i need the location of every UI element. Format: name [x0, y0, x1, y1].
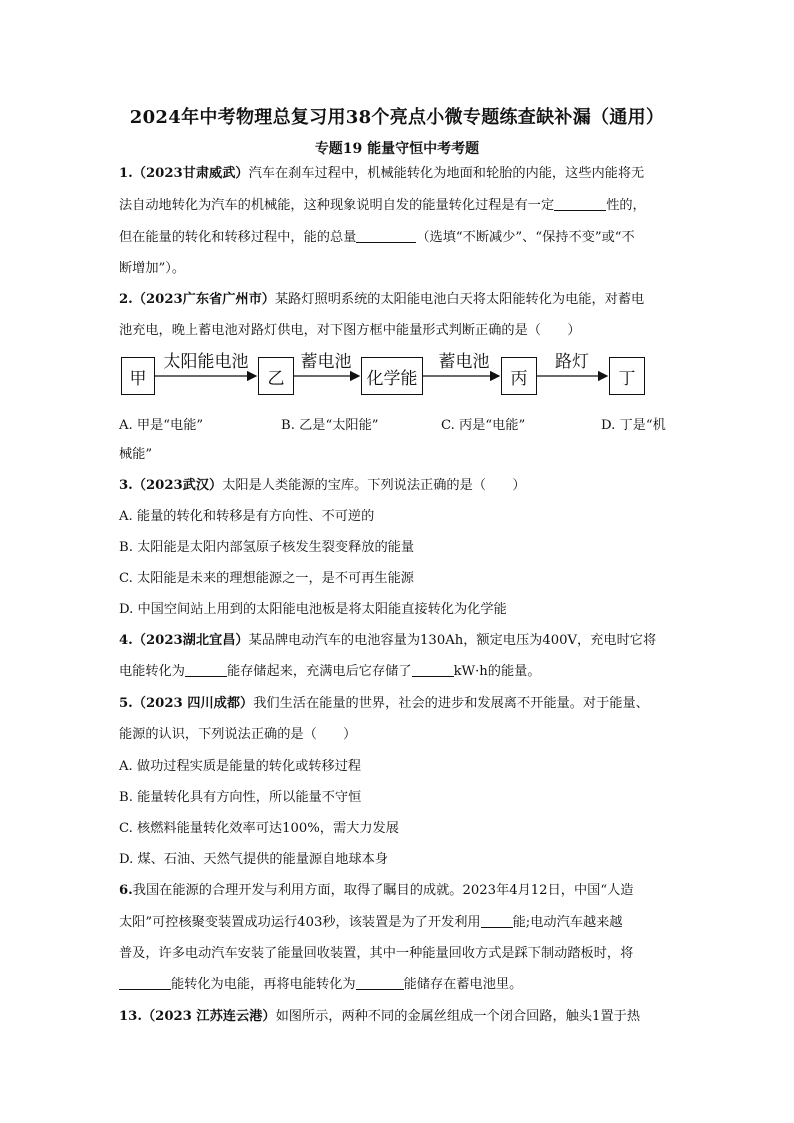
- q6-text-2b: 能;电动汽车越来越: [512, 915, 623, 930]
- q6-line-4: [119, 975, 679, 995]
- q5-option-d: D. 煤、石油、天然气提供的能量源自地球本身: [119, 852, 389, 867]
- q4-blank-2: [412, 662, 454, 677]
- q4-blank-1: [185, 662, 227, 677]
- flow-node-ding: 丁: [609, 357, 645, 395]
- q2-option-d-wrap: 械能”: [119, 447, 153, 462]
- q6-text-4b: 能储存在蓄电池里。: [403, 977, 523, 992]
- q1-text-4: 断增加”）。: [119, 261, 186, 276]
- q1-text-1: 汽车在刹车过程中，机械能转化为地面和轮胎的内能，这些内能将无: [248, 166, 645, 181]
- q1-blank-2: [356, 228, 416, 243]
- flow-node-chemical: 化学能: [361, 357, 423, 395]
- q6-text-2a: 太阳”可控核聚变装置成功运行403秒，该装置是为了开发利用: [119, 915, 481, 930]
- flow-label-battery-1: 蓄电池: [300, 352, 352, 372]
- flow-node-yi: 乙: [258, 357, 294, 395]
- q6-blank-3: [356, 975, 404, 990]
- q6-blank-2: [119, 975, 171, 990]
- q2-option-a: A. 甲是“电能”: [119, 418, 204, 433]
- q6-line-3: 普及，许多电动汽车安装了能量回收装置，其中一种能量回收方式是踩下制动踏板时，将: [119, 946, 634, 961]
- q3-text-1: 太阳是人类能源的宝库。下列说法正确的是（ ）: [222, 478, 526, 493]
- q3-source: （2023武汉）: [132, 478, 223, 493]
- q1-text-3a: 但在能量的转化和转移过程中，能的总量: [119, 230, 357, 245]
- flow-label-battery-2: 蓄电池: [438, 352, 490, 372]
- q2-line-1: [119, 290, 679, 310]
- q2-number: 2.: [119, 292, 133, 307]
- q1-blank-1: [554, 196, 606, 211]
- q4-line-2: [119, 662, 679, 682]
- q1-text-2a: 法自动地转化为汽车的机械能，这种现象说明自发的能量转化过程是有一定: [119, 198, 555, 213]
- q5-option-b: B. 能量转化具有方向性，所以能量不守恒: [119, 790, 362, 805]
- q6-text-4a: 能转化为电能，再将电能转化为: [171, 977, 356, 992]
- q1-line-1: [119, 164, 679, 184]
- q3-option-d: D. 中国空间站上用到的太阳能电池板是将太阳能直接转化为化学能: [119, 602, 507, 617]
- q4-text-2b: 能存储起来，充满电后它存储了: [226, 664, 412, 679]
- q3-option-b: B. 太阳能是太阳内部氢原子核发生裂变释放的能量: [119, 540, 415, 555]
- q4-text-1: 某品牌电动汽车的电池容量为130Ah，额定电压为400V，充电时它将: [248, 633, 657, 648]
- document-title: 2024年中考物理总复习用38个亮点小微专题练查缺补漏（通用）: [129, 107, 665, 128]
- q13-line-1: [119, 1007, 679, 1027]
- q6-blank-1: [481, 913, 513, 928]
- q2-option-c: C. 丙是“电能”: [441, 418, 526, 433]
- flow-label-streetlight: 路灯: [555, 352, 589, 372]
- q5-number: 5.: [119, 696, 133, 711]
- document-subtitle: 专题19 能量守恒中考考题: [314, 141, 480, 157]
- q3-number: 3.: [119, 478, 133, 493]
- q2-options: [119, 414, 679, 436]
- q4-number: 4.: [119, 633, 133, 648]
- flow-label-solar-cell: 太阳能电池: [163, 352, 249, 372]
- q5-source: （2023 四川成都）: [132, 696, 254, 711]
- q6-line-2: [119, 913, 679, 933]
- q5-option-c: C. 核燃料能量转化效率可达100%，需大力发展: [119, 821, 399, 836]
- q3-option-a: A. 能量的转化和转移是有方向性、不可逆的: [119, 509, 375, 524]
- q5-option-a: A. 做功过程实质是能量的转化或转移过程: [119, 759, 362, 774]
- q2-text-2: 池充电，晚上蓄电池对路灯供电，对下图方框中能量形式判断正确的是（ ）: [119, 323, 581, 338]
- q4-text-2a: 电能转化为: [119, 664, 185, 679]
- q5-line-2: 能源的认识，下列说法正确的是（ ）: [119, 727, 357, 742]
- q6-line-1: [119, 881, 679, 901]
- q5-line-1: [119, 694, 679, 714]
- q4-source: （2023湖北宜昌）: [132, 633, 249, 648]
- q1-number: 1.: [119, 166, 133, 181]
- q2-text-1: 某路灯照明系统的太阳能电池白天将太阳能转化为电能，对蓄电: [274, 292, 645, 307]
- q5-text-1: 我们生活在能量的世界，社会的进步和发展离不开能量。对于能量、: [253, 696, 649, 711]
- flow-node-jia: 甲: [121, 357, 155, 395]
- q1-line-3: [119, 228, 679, 248]
- flow-node-bing: 丙: [501, 357, 537, 395]
- q13-text-1: 如图所示，两种不同的金属丝组成一个闭合回路，触头1置于热: [275, 1009, 641, 1024]
- q2-line-2: [119, 321, 679, 341]
- q13-number: 13.: [119, 1009, 142, 1024]
- q1-text-3b: （选填“不断减少”、“保持不变”或“不: [416, 230, 635, 245]
- q1-line-2: [119, 196, 679, 216]
- energy-flow-diagram: [121, 352, 671, 405]
- q1-text-2b: 性的，: [606, 198, 646, 213]
- q3-line-1: [119, 476, 679, 496]
- q6-text-1: 我国在能源的合理开发与利用方面，取得了瞩目的成就。2023年4月12日，中国“人造: [132, 883, 634, 898]
- q2-option-b: B. 乙是“太阳能”: [281, 418, 379, 433]
- q3-option-c: C. 太阳能是未来的理想能源之一，是不可再生能源: [119, 571, 414, 586]
- q1-source: （2023甘肃威武）: [132, 166, 249, 181]
- q13-source: （2023 江苏连云港）: [141, 1009, 276, 1024]
- q1-line-4: [119, 259, 679, 279]
- q4-line-1: [119, 631, 679, 651]
- q4-text-2c: kW·h的能量。: [453, 664, 541, 679]
- q2-source: （2023广东省广州市）: [132, 292, 275, 307]
- q2-option-d: D. 丁是“机: [601, 418, 666, 433]
- q6-number: 6.: [119, 883, 133, 898]
- q2-option-d-cont: [119, 445, 679, 465]
